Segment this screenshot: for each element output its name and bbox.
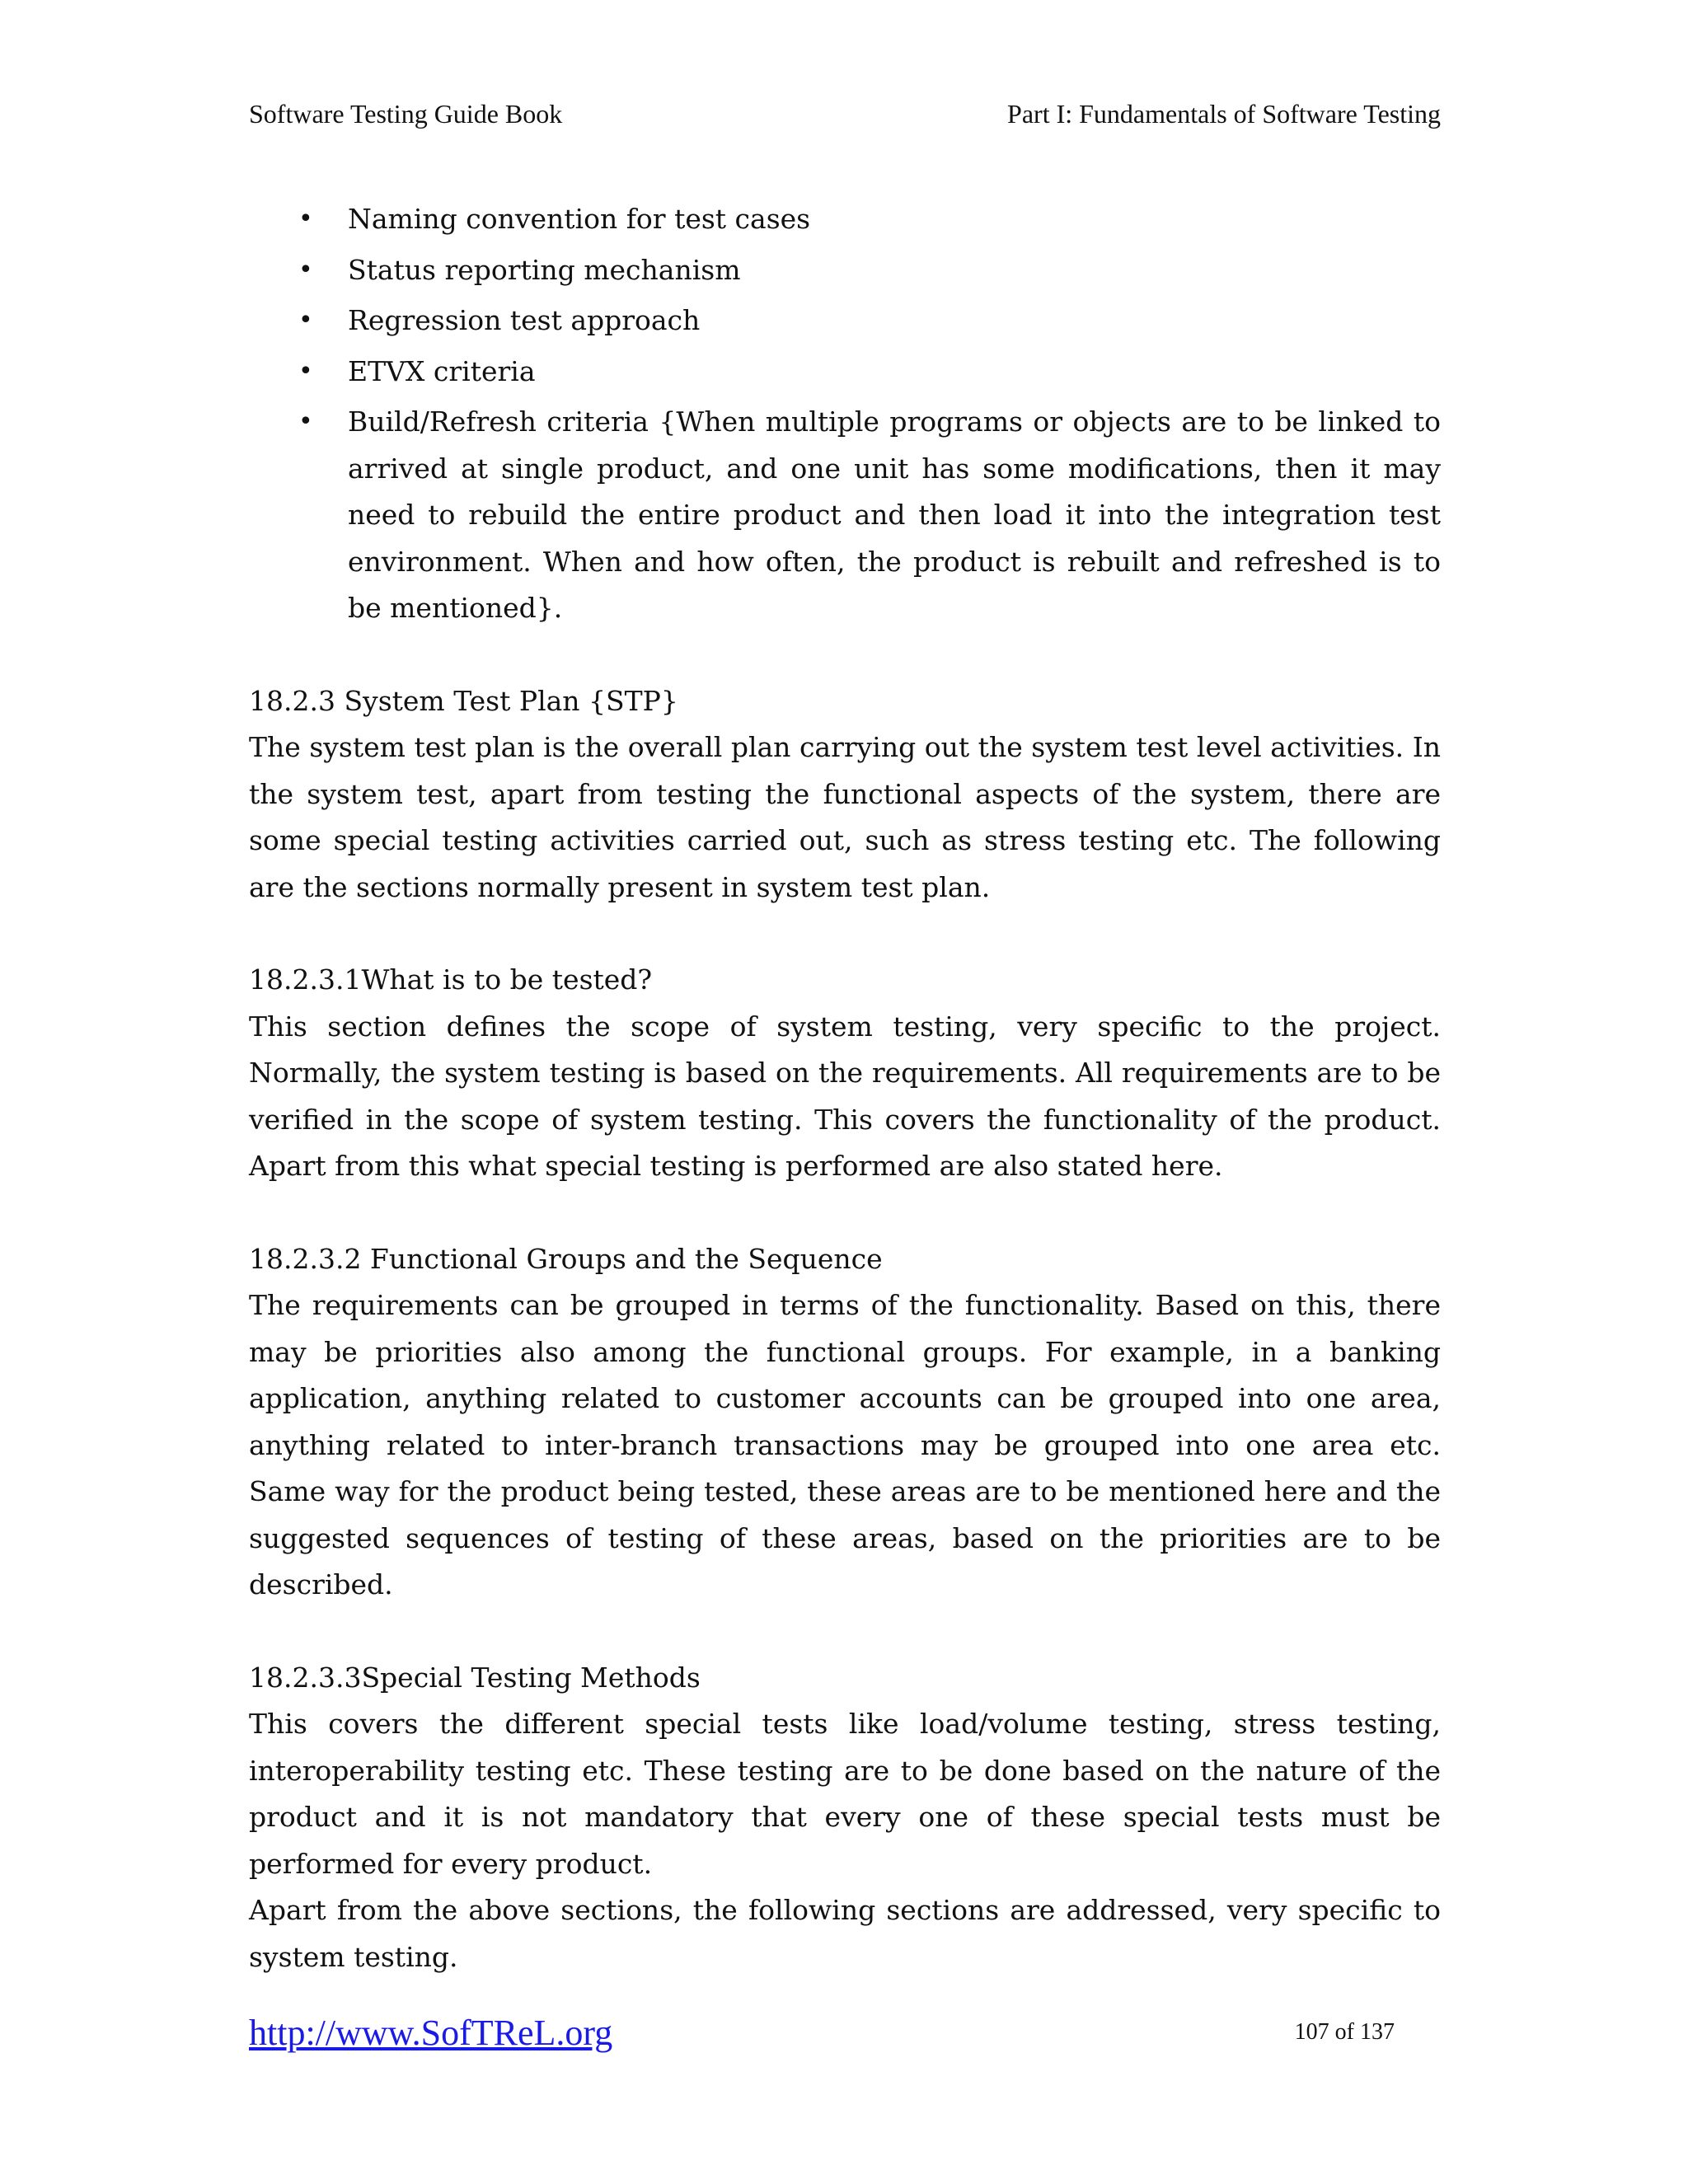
list-item-text: ETVX criteria xyxy=(348,354,536,387)
header-book-title: Software Testing Guide Book xyxy=(249,98,563,129)
bullet-icon: • xyxy=(298,204,313,233)
list-item-text: Naming convention for test cases xyxy=(348,203,811,235)
list-item xyxy=(249,399,1441,632)
section-paragraph: This covers the different special tests like load/volume testing, stress testing, interoperability testing etc. These testing are to be done based on the nature of the product and it is not mandatory that every one of these special tests must be performed for every product. xyxy=(249,1708,1441,1880)
bullet-icon: • xyxy=(298,407,313,436)
section-paragraph: This section defines the scope of system testing, very specific to the project. Normally, the system testing is based on the requirements. All requirements are to be verified in the scope of system testing. This covers the functionality of the product. Apart from this what special testing is performed are also stated here. xyxy=(249,1010,1441,1182)
bullet-icon: • xyxy=(298,356,313,386)
section-heading-special-testing-methods: 18.2.3.3Special Testing Methods xyxy=(249,1661,701,1694)
list-item xyxy=(249,349,1441,396)
section-heading-what-is-to-be-tested: 18.2.3.1What is to be tested? xyxy=(249,963,653,996)
section-heading-functional-groups: 18.2.3.2 Functional Groups and the Sequence xyxy=(249,1242,883,1275)
list-item-text: Status reporting mechanism xyxy=(348,253,741,286)
bullet-icon: • xyxy=(298,306,313,335)
website-link[interactable]: http://www.SofTReL.org xyxy=(249,2012,613,2053)
section-heading-system-test-plan: 18.2.3 System Test Plan {STP} xyxy=(249,684,678,717)
section-paragraph: The requirements can be grouped in terms of the functionality. Based on this, there may be priorities also among the functional groups. For example, in a banking application, anything related to customer accounts can be grouped into one area, anything related to inter-branch transactions may be grouped into one area etc. Same way for the product being tested, these areas are to be mentioned here and the suggested sequences of testing of these areas, based on the priorities are to be described. xyxy=(249,1289,1441,1601)
section-paragraph: Apart from the above sections, the following sections are addressed, very specific to system testing. xyxy=(249,1894,1441,1973)
bullet-icon: • xyxy=(298,255,313,284)
header-part-title: Part I: Fundamentals of Software Testing xyxy=(1007,98,1441,129)
list-item-text: Regression test approach xyxy=(348,304,701,336)
page-number: 107 of 137 xyxy=(1294,2019,1395,2045)
list-item xyxy=(249,196,1441,243)
list-item-text: Build/Refresh criteria {When multiple programs or objects are to be linked to arrived at single product, and one unit has some modifications, then it may need to rebuild the entire product and then load it into the integration test environment. When and how often, the product is rebuilt and refreshed is to be mentioned}. xyxy=(348,405,1441,624)
section-paragraph: The system test plan is the overall plan carrying out the system test level activities. In the system test, apart from testing the functional aspects of the system, there are some special testing activities carried out, such as stress testing etc. The following are the sections normally present in system test plan. xyxy=(249,731,1441,903)
bullet-list xyxy=(249,196,1441,632)
list-item xyxy=(249,247,1441,294)
page-body xyxy=(249,196,1441,1980)
page-header xyxy=(249,96,1441,131)
list-item xyxy=(249,298,1441,344)
page-footer xyxy=(249,2008,1395,2057)
